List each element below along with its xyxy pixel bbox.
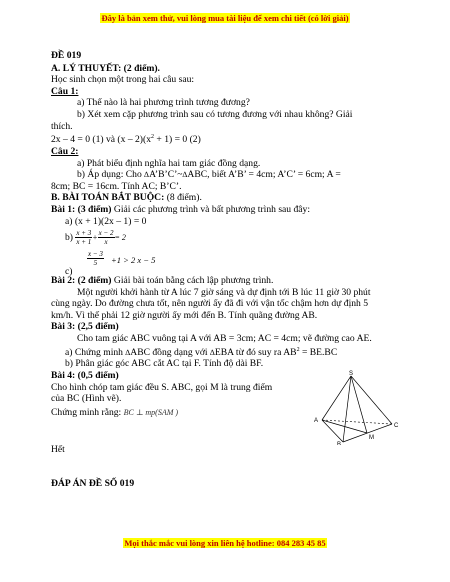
triangle-symbol-icon: ∆ [182,170,188,180]
question-2-label: Câu 2: [51,145,79,157]
label-s: S [349,371,354,377]
exam-title: ĐỀ 019 [51,50,82,61]
hotline-text: Mọi thắc mắc vui lòng xin liên hệ hotline: 084 283 45 85 [124,538,326,548]
question-2a: a) Phát biểu định nghĩa hai tam giác đồng dạng. [77,157,261,169]
problem-4-line-2: của BC (Hình vẽ). [51,393,122,405]
problem-2-line-3: km/h. Vì thế phải 12 giờ người ấy mới đến B. Tính quãng đường AB. [51,309,318,321]
problem-4-heading: Bài 4: (0,5 điểm) [51,370,119,382]
preview-notice-banner [0,13,450,23]
triangle-symbol-icon: ∆ [125,347,131,357]
edge-bc [343,424,392,442]
part-a-heading: A. LÝ THUYẾT: (2 điểm). [51,62,160,74]
problem-3-line-1: Cho tam giác ABC vuông tại A với AB = 3cm; AC = 4cm; vẽ đường cao AE. [77,333,372,345]
problem-1-heading: Bài 1: (3 điểm) Giải các phương trình và bất phương trình sau đây: [51,203,311,215]
question-1-equations: 2x – 4 = 0 (1) và $(x - 2)(x^2 + 1) = 0$ (2) [51,134,201,146]
edge-sm [351,376,367,433]
end-marker: Hết [51,444,65,456]
question-1b: b) Xét xem cặp phương trình sau có tương đương với nhau không? Giải [77,108,353,120]
part-b-heading: B. BÀI TOÁN BẮT BUỘC: (8 điểm). [51,192,202,204]
problem-1c: c) $\frac{x - 3}{5}$ +1 > 2 x − 5 [65,250,156,278]
label-b: B [337,442,342,445]
triangle-symbol-icon: ∆ [209,347,215,357]
answer-title: ĐÁP ÁN ĐỀ SỐ 019 [51,478,135,489]
edge-ac-hidden [322,420,392,424]
fraction-1: $\frac{x + 3}{x + 1}$ [76,229,92,247]
problem-2-heading: Bài 2: (2 điểm) Giải bài toán bằng cách lập phương trình. [51,275,274,287]
triangle-symbol-icon: ∆ [144,170,150,180]
problem-4-line-1: Cho hình chóp tam giác đều S. ABC, gọi M là trung điểm [51,381,273,393]
problem-3a: a) Chứng minh ∆ABC đồng dạng với ∆EBA từ đó suy ra $AB^2 = BE.BC$ [65,346,338,358]
question-1-label: Câu 1: [51,85,79,97]
question-1a: a) Thế nào là hai phương trình tương đương? [77,97,250,109]
edge-sc [351,376,392,424]
fraction-3: $\frac{x - 3}{5}$ [88,250,103,268]
fraction-2: $\frac{x - 2}{x}$ [98,229,114,247]
question-2b-cont: 8cm; BC = 16cm. Tính AC; B’C’. [51,180,182,192]
question-1b-cont: thích. [51,120,73,132]
problem-2-line-2: cùng ngày. Do đường chưa tốt, nên người ấy đã đi với vận tốc chậm hơn dự định 5 [51,298,369,310]
problem-3-heading: Bài 3: (2,5 điểm) [51,321,119,333]
problem-2-line-1: Một người khởi hành từ A lúc 7 giờ sáng và dự định tới B lúc 11 giờ 30 phút [77,286,371,298]
part-a-instruction: Học sinh chọn một trong hai câu sau: [51,74,195,86]
pyramid-figure [306,370,406,445]
label-c: C [394,423,399,429]
label-m: M [369,435,374,441]
perpendicular-expression: BC ⊥ mp(SAM ) [123,407,179,417]
problem-1a: a) (x + 1)(2x – 1) = 0 [65,215,147,227]
label-a: A [314,418,319,424]
problem-1b: b) $\frac{x + 3}{x + 1}$ + $\frac{x - 2}{x}$ = 2 [65,229,126,247]
problem-4-line-3: Chứng minh rằng: BC ⊥ mp(SAM ) [51,406,179,418]
hotline-banner [0,538,450,548]
problem-3b: b) Phân giác góc ABC cắt AC tại F. Tính độ dài BF. [65,358,264,370]
preview-notice-text: Đây là bản xem thử, vui lòng mua tài liệu để xem chi tiết (có lời giải) [101,13,349,23]
question-2b: b) Áp dụng: Cho ∆A’B’C’~∆ABC, biết A’B’ = 4cm; A’C’ = 6cm; A = [77,169,341,181]
